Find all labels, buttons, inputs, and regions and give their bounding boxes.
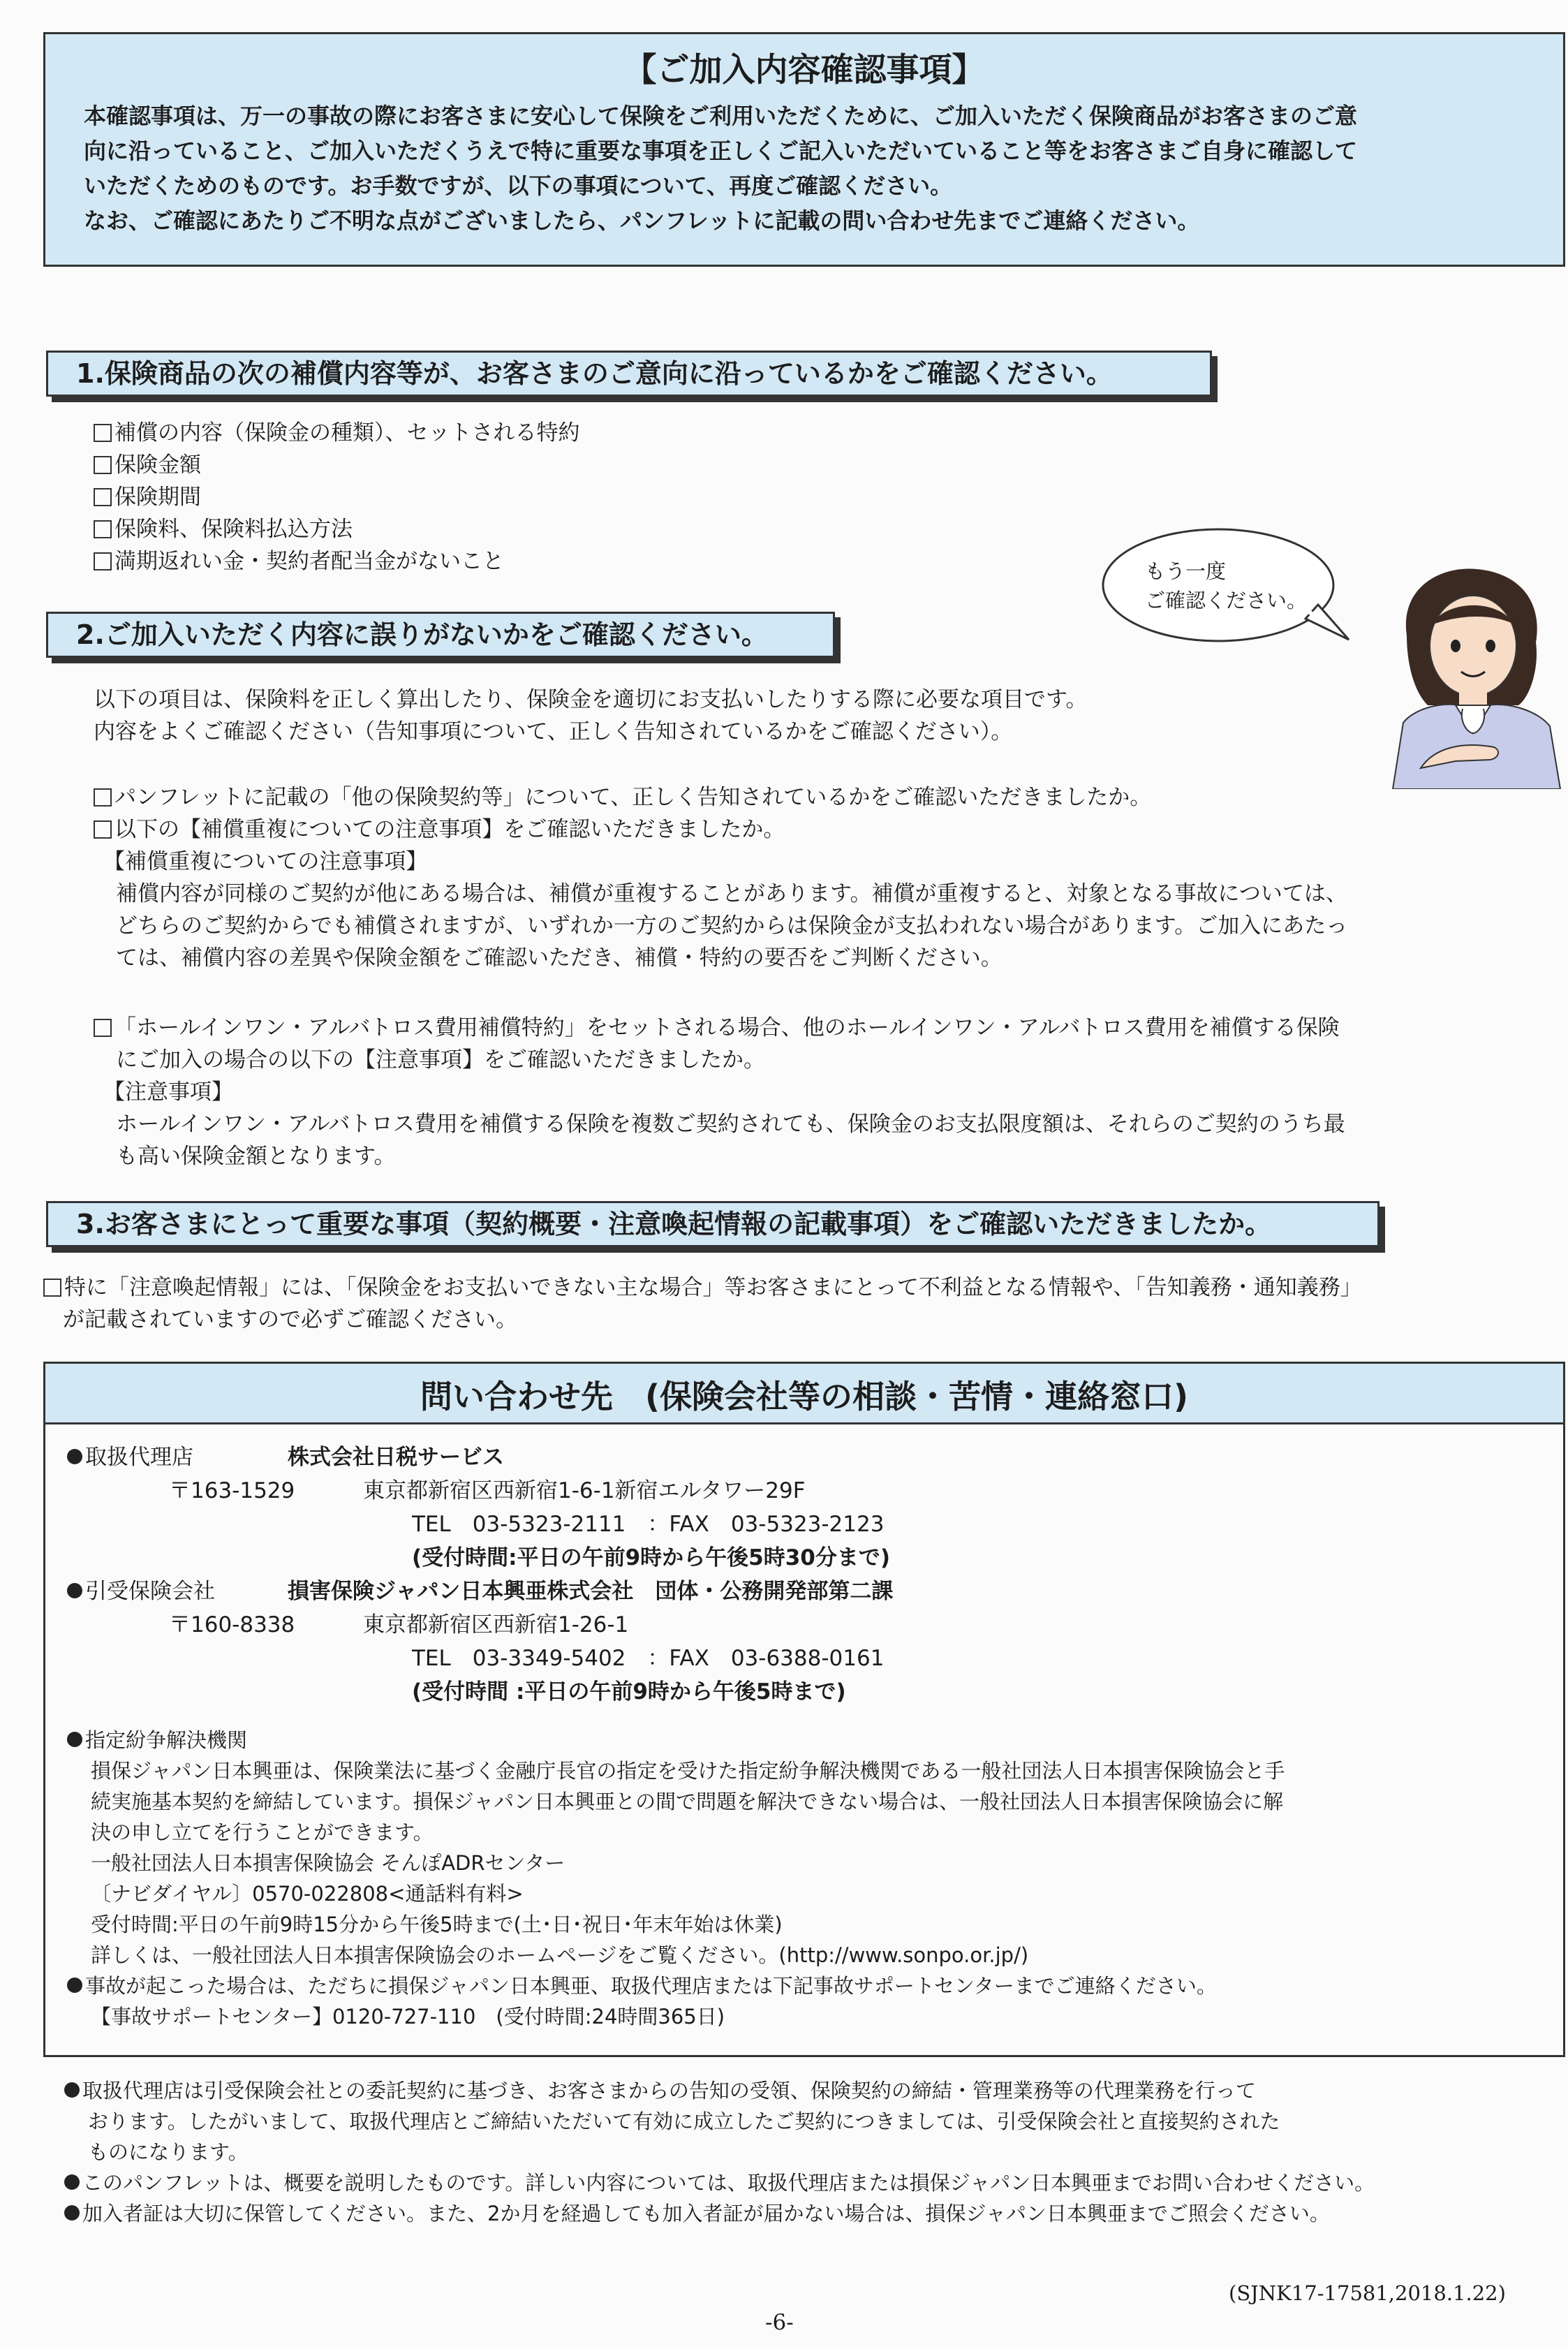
header-line: 向に沿っていること、ご加入いただくうえで特に重要な事項を正しくご記入いただいていること等をお客さまご自身に確認して bbox=[84, 138, 1358, 164]
header-line: いただくためのものです。お手数ですが、以下の事項について、再度ご確認ください。 bbox=[84, 172, 953, 199]
section2-intro: 以下の項目は、保険料を正しく算出したり、保険金を適切にお支払いしたりする際に必要な項目です。 bbox=[94, 687, 1088, 712]
footer-note-cont: おります。したがいまして、取扱代理店とご締結いただいて有効に成立したご契約につきましては、引受保険会社と直接契約された bbox=[88, 2109, 1280, 2133]
checkbox[interactable] bbox=[94, 552, 112, 570]
section1-item: 満期返れい金・契約者配当金がないこと bbox=[94, 546, 504, 577]
adr-line: 続実施基本契約を締結しています。損保ジャパン日本興亜との間で問題を解決できない場合は、一般社団法人日本損害保険協会に解 bbox=[91, 1790, 1284, 1813]
footer-note-cont: ものになります。 bbox=[88, 2140, 249, 2164]
header-text bbox=[84, 98, 1535, 238]
checkbox[interactable] bbox=[94, 488, 112, 506]
agent-address: 東京都新宿区西新宿1-6-1新宿エルタワー29F bbox=[363, 1478, 806, 1503]
adr-label: 指定紛争解決機関 bbox=[67, 1725, 247, 1755]
bullet-icon bbox=[64, 2082, 80, 2098]
footer-note: 取扱代理店は引受保険会社との委託契約に基づき、お客さまからの告知の受領、保険契約の締結・管理業務等の代理業務を行って bbox=[64, 2075, 1256, 2106]
section1-item: 保険期間 bbox=[94, 482, 201, 513]
checkbox[interactable] bbox=[94, 788, 112, 807]
section2-title: 2.ご加入いただく内容に誤りがないかをご確認ください。 bbox=[46, 612, 835, 658]
checkbox[interactable] bbox=[94, 424, 112, 442]
bullet-icon bbox=[64, 2205, 80, 2221]
adr-line: 一般社団法人日本損害保険協会 そんぽADRセンター bbox=[91, 1851, 565, 1875]
woman-illustration bbox=[1379, 559, 1567, 789]
section3-check: 特に「注意喚起情報」には、「保険金をお支払いできない主な場合」等お客さまにとって不利益となる情報や、「告知義務・通知義務」 bbox=[43, 1272, 1362, 1303]
bubble-text: もう一度 bbox=[1145, 559, 1227, 583]
footer-note: このパンフレットは、概要を説明したものです。詳しい内容については、取扱代理店または損保ジャパン日本興亜までお問い合わせください。 bbox=[64, 2167, 1375, 2198]
section2-check-cont: にご加入の場合の以下の【注意事項】をご確認いただきましたか。 bbox=[116, 1047, 765, 1073]
insurer-tel: TEL 03-3349-5402 ：FAX 03-6388-0161 bbox=[412, 1646, 885, 1671]
insurer-name: 損害保険ジャパン日本興亜株式会社 団体・公務開発部第二課 bbox=[288, 1579, 894, 1604]
agent-label: 取扱代理店 bbox=[67, 1441, 193, 1473]
agent-hours: (受付時間:平日の午前9時から午後5時30分まで) bbox=[412, 1545, 891, 1570]
insurer-hours: (受付時間 :平日の午前9時から午後5時まで) bbox=[412, 1679, 846, 1704]
note-line: ホールインワン・アルバトロス費用を補償する保険を複数ご契約されても、保険金のお支払限度額は、それらのご契約のうち最 bbox=[116, 1112, 1345, 1137]
section2-check: 「ホールインワン・アルバトロス費用補償特約」をセットされる場合、他のホールインワン・アルバトロス費用を補償する保険 bbox=[94, 1012, 1340, 1043]
agent-tel: TEL 03-5323-2111 ：FAX 03-5323-2123 bbox=[412, 1512, 885, 1537]
checkbox[interactable] bbox=[94, 820, 112, 839]
agent-name: 株式会社日税サービス bbox=[288, 1445, 504, 1470]
duplicate-notice-line: どちらのご契約からでも補償されますが、いずれか一方のご契約からは保険金が支払われない場合があります。ご加入にあたっ bbox=[116, 913, 1348, 938]
section3-title: 3.お客さまにとって重要な事項（契約概要・注意喚起情報の記載事項）をご確認いただきましたか。 bbox=[46, 1201, 1380, 1247]
adr-line: 損保ジャパン日本興亜は、保険業法に基づく金融庁長官の指定を受けた指定紛争解決機関である一般社団法人日本損害保険協会と手 bbox=[91, 1759, 1285, 1783]
contact-title: 問い合わせ先 (保険会社等の相談・苦情・連絡窓口) bbox=[420, 1378, 1189, 1415]
page-title: 【ご加入内容確認事項】 bbox=[623, 51, 985, 89]
section2-check: パンフレットに記載の「他の保険契約等」について、正しく告知されているかをご確認いただきましたか。 bbox=[94, 782, 1151, 813]
footer-note: 加入者証は大切に保管してください。また、2か月を経過しても加入者証が届かない場合は、損保ジャパン日本興亜までご照会ください。 bbox=[64, 2198, 1330, 2229]
section1-item: 補償の内容（保険金の種類）、セットされる特約 bbox=[94, 418, 580, 448]
duplicate-notice-line: 補償内容が同様のご契約が他にある場合は、補償が重複することがあります。補償が重複すると、対象となる事故については、 bbox=[116, 881, 1347, 906]
insurer-label: 引受保険会社 bbox=[67, 1575, 215, 1607]
section2-intro: 内容をよくご確認ください（告知事項について、正しく告知されているかをご確認ください）。 bbox=[94, 719, 1013, 744]
section2-check: 以下の【補償重複についての注意事項】をご確認いただきましたか。 bbox=[94, 814, 785, 845]
bullet-icon bbox=[67, 1978, 82, 1993]
section3-check-cont: が記載されていますので必ずご確認ください。 bbox=[63, 1307, 517, 1332]
checkbox[interactable] bbox=[94, 520, 112, 538]
agent-zip: 〒163-1529 bbox=[169, 1478, 295, 1503]
checkbox[interactable] bbox=[94, 456, 112, 474]
bullet-icon bbox=[64, 2174, 80, 2190]
bullet-icon bbox=[67, 1583, 82, 1598]
header-line: 本確認事項は、万一の事故の際にお客さまに安心して保険をご利用いただくために、ご加入いただく保険商品がお客さまのご意 bbox=[84, 103, 1358, 129]
adr-line: 詳しくは、一般社団法人日本損害保険協会のホームページをご覧ください。(http://www.sonpo.or.jp/) bbox=[91, 1943, 1029, 1967]
bubble-text: ご確認ください。 bbox=[1145, 589, 1308, 612]
adr-line: 受付時間:平日の午前9時15分から午後5時まで(土･日･祝日･年末年始は休業) bbox=[91, 1913, 783, 1936]
insurer-address: 東京都新宿区西新宿1-26-1 bbox=[363, 1612, 629, 1637]
section1-item: 保険金額 bbox=[94, 450, 201, 480]
duplicate-notice-line: ては、補償内容の差異や保険金額をご確認いただき、補償・特約の要否をご判断ください。 bbox=[116, 945, 1003, 971]
adr-line: 決の申し立てを行うことができます。 bbox=[91, 1820, 434, 1844]
note-title: 【注意事項】 bbox=[103, 1080, 233, 1105]
document-code: (SJNK17-17581,2018.1.22) bbox=[1229, 2281, 1506, 2305]
insurer-zip: 〒160-8338 bbox=[169, 1612, 295, 1637]
checkbox[interactable] bbox=[94, 1019, 112, 1037]
bullet-icon bbox=[67, 1449, 82, 1464]
bullet-icon bbox=[67, 1732, 82, 1747]
duplicate-notice-title: 【補償重複についての注意事項】 bbox=[103, 849, 428, 874]
header-line: なお、ご確認にあたりご不明な点がございましたら、パンフレットに記載の問い合わせ先までご連絡ください。 bbox=[84, 207, 1200, 234]
section1-item: 保険料、保険料払込方法 bbox=[94, 514, 353, 545]
support-center-line: 【事故サポートセンター】0120-727-110 (受付時間:24時間365日) bbox=[91, 2005, 725, 2028]
adr-line: 〔ナビダイヤル〕0570-022808<通話料有料> bbox=[91, 1882, 524, 1906]
accident-line: 事故が起こった場合は、ただちに損保ジャパン日本興亜、取扱代理店または下記事故サポートセンターまでご連絡ください。 bbox=[67, 1971, 1217, 2001]
section1-title: 1.保険商品の次の補償内容等が、お客さまのご意向に沿っているかをご確認ください。 bbox=[46, 351, 1212, 397]
checkbox[interactable] bbox=[43, 1279, 61, 1297]
page-number: -6- bbox=[765, 2310, 794, 2335]
note-line: も高い保険金額となります。 bbox=[116, 1144, 396, 1169]
confirmation-header-panel bbox=[43, 32, 1565, 267]
